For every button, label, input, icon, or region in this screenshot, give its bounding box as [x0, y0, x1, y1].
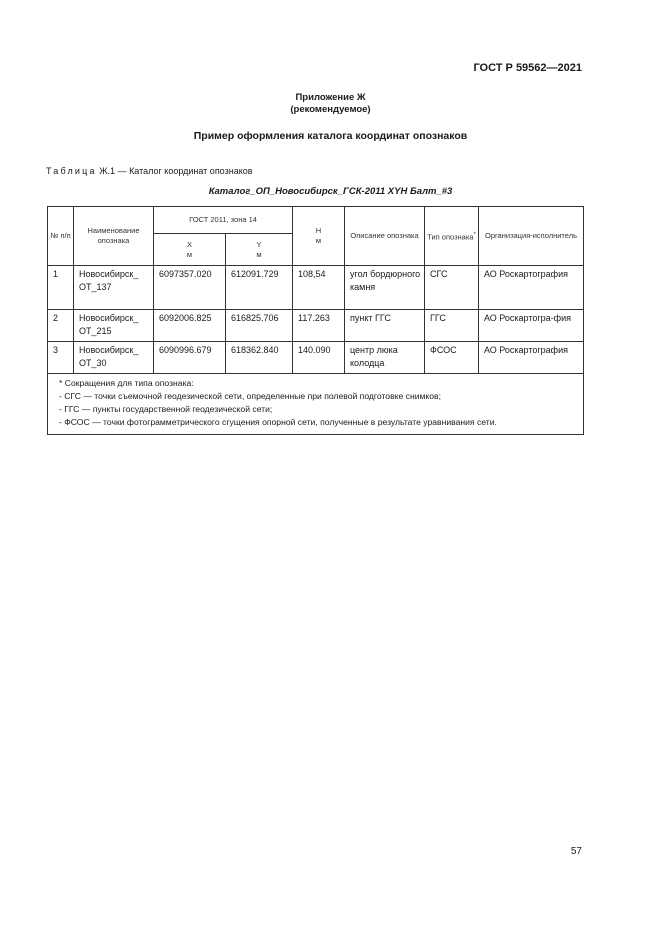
table-row — [48, 310, 584, 342]
annex-heading — [0, 92, 661, 116]
header-y-label: Y — [256, 239, 262, 249]
header-h-label: H — [315, 226, 322, 235]
note-line: - ФСОС — точки фотограмметрического сгущения опорной сети, полученные в результате уравнивания сети. — [59, 417, 497, 427]
table-notes-row — [48, 374, 584, 435]
annex-title: Приложение Ж — [295, 92, 366, 103]
row-description: пункт ГГС — [345, 310, 425, 342]
table-row — [48, 266, 584, 310]
header-type-label: Тип опознака — [427, 232, 474, 242]
header-type — [425, 207, 479, 266]
header-h — [293, 207, 345, 266]
row-name: Новосибирск_ ОТ_30 — [74, 342, 154, 374]
row-organization: АО Роскартография — [479, 266, 584, 310]
header-name: Наименование опознака — [74, 207, 154, 266]
row-x: 6090996.679 — [154, 342, 226, 374]
table-caption — [46, 166, 253, 176]
row-h: 108,54 — [293, 266, 345, 310]
table-notes — [48, 374, 584, 435]
header-organization: Организация-исполнитель — [479, 207, 584, 266]
row-name: Новосибирск_ ОТ_137 — [74, 266, 154, 310]
annex-status: (рекомендуемое) — [290, 104, 371, 115]
header-description: Описание опознака — [345, 207, 425, 266]
header-x-label: X — [186, 239, 192, 249]
page-number: 57 — [570, 846, 582, 857]
catalog-title: Каталог_ОП_Новосибирск_ГСК-2011 XYH Балт_#3 — [208, 186, 453, 197]
row-x: 6097357.020 — [154, 266, 226, 310]
row-type: ФСОС — [425, 342, 479, 374]
table-caption-label: Таблица — [46, 166, 97, 176]
note-line: * Сокращения для типа опознака: — [59, 378, 194, 388]
row-h: 117.263 — [293, 310, 345, 342]
table-row — [48, 342, 584, 374]
header-h-unit: м — [315, 236, 322, 245]
header-num: № п/п — [48, 207, 74, 266]
row-organization: АО Роскартогра-фия — [479, 310, 584, 342]
row-type: ГГС — [425, 310, 479, 342]
table-caption-text: — Каталог координат опознаков — [117, 166, 253, 176]
row-description: центр люка колодца — [345, 342, 425, 374]
row-num: 2 — [48, 310, 74, 342]
row-num: 1 — [48, 266, 74, 310]
table-caption-number: Ж.1 — [99, 166, 116, 176]
header-x — [154, 234, 226, 266]
header-x-unit: м — [186, 249, 193, 259]
row-num: 3 — [48, 342, 74, 374]
row-organization: АО Роскартография — [479, 342, 584, 374]
row-h: 140.090 — [293, 342, 345, 374]
note-line: - ГГС — пункты государственной геодезической сети; — [59, 404, 273, 414]
standard-number: ГОСТ Р 59562—2021 — [473, 62, 582, 74]
row-name: Новосибирск_ ОТ_215 — [74, 310, 154, 342]
header-coordinate-system: ГОСТ 2011, зона 14 — [154, 207, 293, 234]
row-y: 618362.840 — [226, 342, 293, 374]
coordinates-table — [47, 206, 584, 435]
header-y — [226, 234, 293, 266]
row-type: СГС — [425, 266, 479, 310]
note-line: - СГС — точки съемочной геодезической сети, определенные при полевой подготовке снимков; — [59, 391, 442, 401]
section-title: Пример оформления каталога координат опознаков — [193, 130, 468, 142]
row-y: 612091.729 — [226, 266, 293, 310]
header-y-unit: м — [256, 249, 262, 259]
row-description: угол бордюрного камня — [345, 266, 425, 310]
header-type-footnote-mark: * — [473, 231, 476, 238]
row-y: 616825.706 — [226, 310, 293, 342]
row-x: 6092006.825 — [154, 310, 226, 342]
